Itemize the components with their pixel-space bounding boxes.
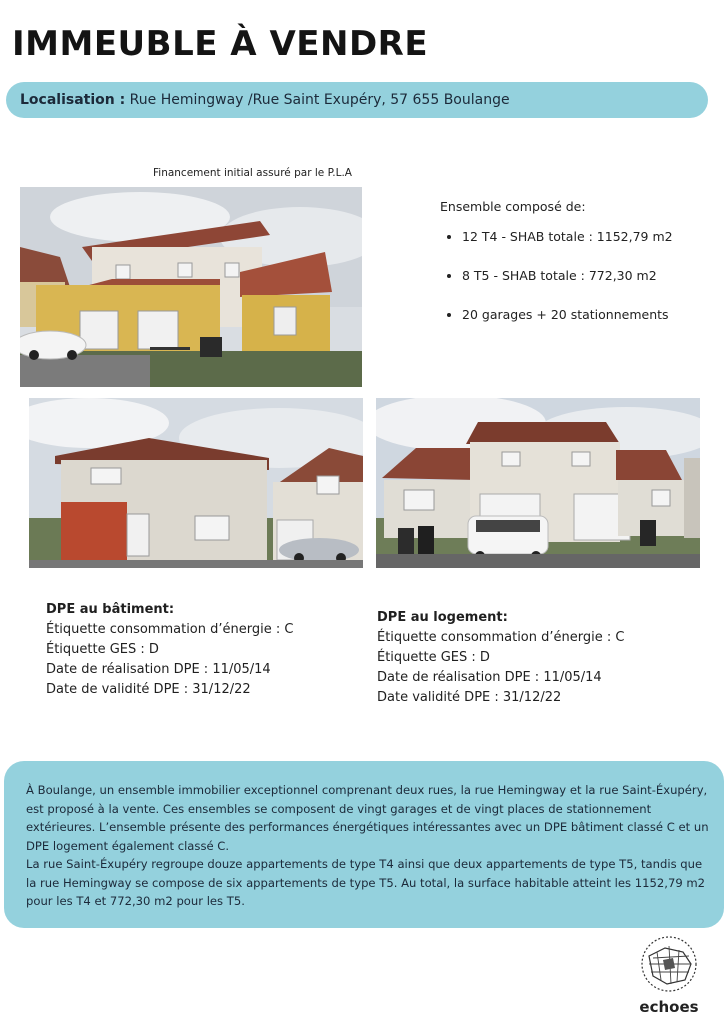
logo-text: echoes xyxy=(639,998,699,1016)
dpe-line: Date de validité DPE : 31/12/22 xyxy=(46,682,251,697)
dpe-line: Date de réalisation DPE : 11/05/14 xyxy=(46,662,271,677)
description-paragraph: À Boulange, un ensemble immobilier exceptionnel comprenant deux rues, la rue Hemingway et la rue Saint-Éxupéry, est proposé à la vente. Ces ensembles se composent de vingt garages et de vingt places de stationnement extérieures. L’ensemble présente des performances énergétiques intéressantes avec un DPE bâtiment classé C et un DPE logement également classé C. xyxy=(26,783,709,853)
dpe-line: Date de réalisation DPE : 11/05/14 xyxy=(377,670,602,685)
dpe-batiment-title: DPE au bâtiment: xyxy=(46,602,175,617)
financing-note: Financement initial assuré par le P.L.A xyxy=(153,167,352,179)
description-box xyxy=(4,761,724,928)
location-bar xyxy=(6,82,708,118)
map-globe-icon xyxy=(639,934,699,994)
dpe-logement-title: DPE au logement: xyxy=(377,610,508,625)
page-title: IMMEUBLE À VENDRE xyxy=(12,24,429,64)
dpe-line: Étiquette GES : D xyxy=(377,650,490,665)
building-photo-left xyxy=(29,398,363,568)
ensemble-section xyxy=(440,199,673,346)
location-value: Rue Hemingway /Rue Saint Exupéry, 57 655 Boulange xyxy=(129,92,510,108)
description-paragraph: La rue Saint-Éxupéry regroupe douze appartements de type T4 ainsi que deux appartements de type T5, tandis que la rue Hemingway se compose de six appartements de type T5. Au total, la surface habitable atteint les 1152,79 m2 pour les T4 et 772,30 m2 pour les T5. xyxy=(26,857,706,908)
dpe-line: Étiquette consommation d’énergie : C xyxy=(377,630,625,645)
list-item: • 20 garages + 20 stationnements xyxy=(462,307,673,322)
dpe-batiment-section xyxy=(46,600,293,700)
ensemble-list xyxy=(440,229,673,322)
location-label: Localisation : xyxy=(20,92,126,108)
list-item: • 8 T5 - SHAB totale : 772,30 m2 xyxy=(462,268,673,283)
echoes-logo xyxy=(630,934,708,1018)
building-photo-main xyxy=(20,187,362,387)
dpe-line: Étiquette GES : D xyxy=(46,642,159,657)
dpe-line: Date validité DPE : 31/12/22 xyxy=(377,690,562,705)
list-item: • 12 T4 - SHAB totale : 1152,79 m2 xyxy=(462,229,673,244)
dpe-logement-section xyxy=(377,608,624,708)
ensemble-heading: Ensemble composé de: xyxy=(440,199,586,214)
building-photo-right xyxy=(376,398,700,568)
dpe-line: Étiquette consommation d’énergie : C xyxy=(46,622,294,637)
